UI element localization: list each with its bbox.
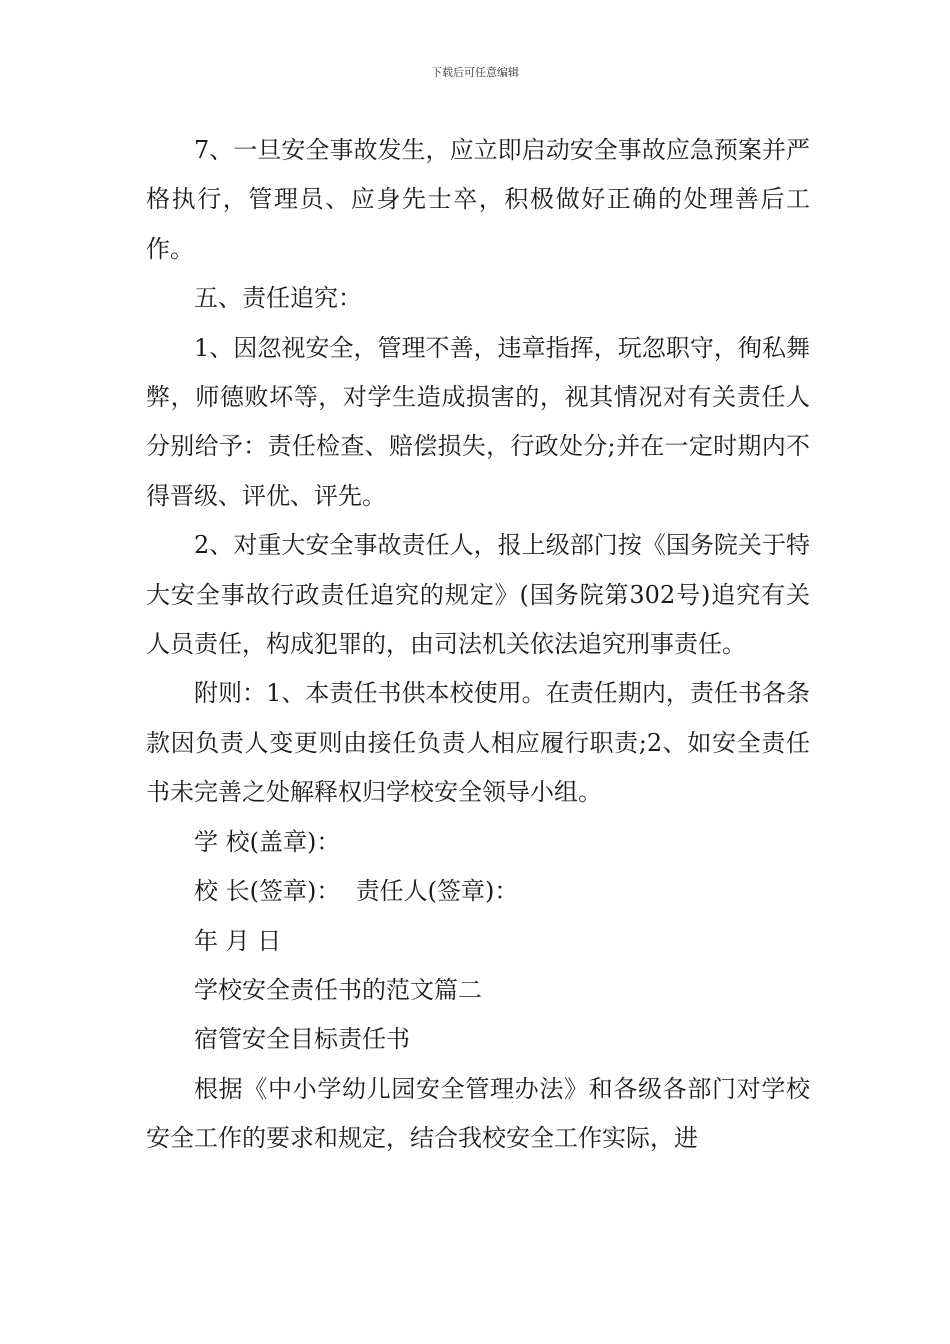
paragraph-dorm-intro: 根据《中小学幼儿园安全管理办法》和各级各部门对学校安全工作的要求和规定，结合我校安全工作实际，进 <box>146 1074 810 1153</box>
section-title-part-two: 学校安全责任书的范文篇二 <box>194 975 482 1004</box>
signature-principal-and-responsible: 校 长(签章)： 责任人(签章)： <box>194 877 519 906</box>
document-body <box>146 126 810 1164</box>
signature-date: 年 月 日 <box>194 926 282 955</box>
paragraph-emergency-plan: 7、一旦安全事故发生，应立即启动安全事故应急预案并严格执行，管理员、应身先士卒，积极做好正确的处理善后工作。 <box>146 136 810 263</box>
page-header: 下载后可任意编辑 <box>431 66 519 79</box>
paragraph-supplementary-rules: 附则：1、本责任书供本校使用。在责任期内，责任书各条款因负责人变更则由接任负责人相应履行职责;2、如安全责任书未完善之处解释权归学校安全领导小组。 <box>146 679 810 807</box>
section-heading-accountability: 五、责任追究： <box>194 284 362 313</box>
signature-school-seal: 学 校(盖章)： <box>194 827 341 856</box>
paragraph-accountability-2: 2、对重大安全事故责任人，报上级部门按《国务院关于特大安全事故行政责任追究的规定》(国务院第302号)追究有关人员责任，构成犯罪的，由司法机关依法追究刑事责任。 <box>146 531 810 659</box>
paragraph-accountability-1: 1、因忽视安全，管理不善，违章指挥，玩忽职守，徇私舞弊，师德败坏等，对学生造成损害的，视其情况对有关责任人分别给予：责任检查、赔偿损失，行政处分;并在一定时期内不得晋级、评优、评先。 <box>146 333 810 510</box>
document-title-dorm-safety: 宿管安全目标责任书 <box>194 1025 410 1054</box>
